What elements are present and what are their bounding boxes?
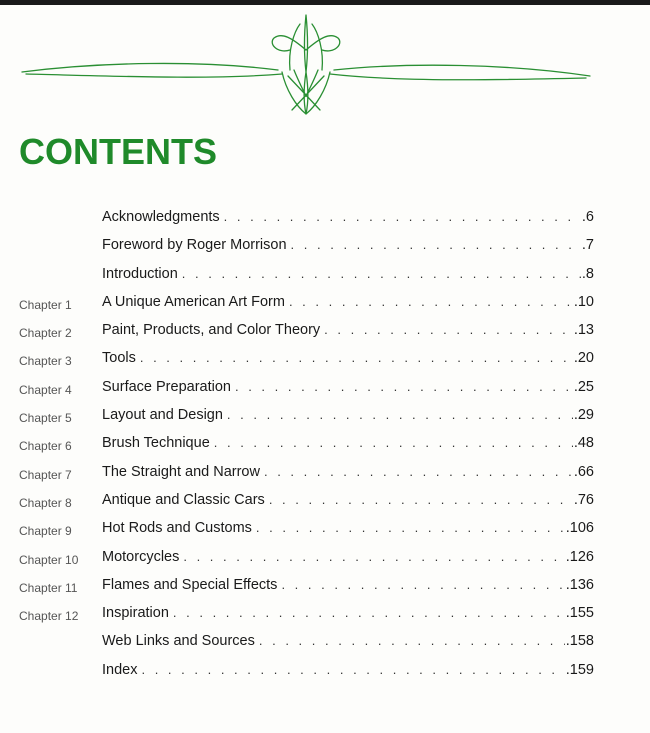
page-number: .136: [565, 576, 594, 593]
entry-title: Tools: [102, 350, 136, 367]
chapter-label: Chapter 3: [19, 354, 72, 369]
page-number: .48: [573, 435, 594, 452]
entry-title: Foreword by Roger Morrison: [102, 237, 287, 254]
toc-row[interactable]: [0, 547, 650, 575]
entry-title: Web Links and Sources: [102, 633, 255, 650]
toc-entry: [102, 520, 594, 536]
toc-row[interactable]: [0, 264, 650, 292]
toc-entry: [102, 209, 594, 225]
toc-entry: [102, 407, 594, 423]
page-number: .8: [581, 265, 594, 282]
dot-leader: [227, 407, 573, 422]
toc-entry: [102, 435, 594, 451]
page-number: .155: [565, 605, 594, 622]
toc-row[interactable]: [0, 660, 650, 688]
dot-leader: [281, 577, 564, 592]
toc-row[interactable]: [0, 348, 650, 376]
toc-entry: [102, 662, 594, 678]
pinstripe-ornament-icon: [20, 10, 592, 120]
dot-leader: [235, 379, 573, 394]
entry-title: Motorcycles: [102, 548, 180, 565]
toc-entry: [102, 294, 594, 310]
toc-row[interactable]: [0, 490, 650, 518]
toc-row[interactable]: [0, 631, 650, 659]
dot-leader: [140, 350, 573, 365]
chapter-label: Chapter 2: [19, 326, 72, 341]
dot-leader: [173, 605, 565, 620]
toc-row[interactable]: [0, 575, 650, 603]
entry-title: The Straight and Narrow: [102, 463, 260, 480]
dot-leader: [182, 266, 581, 281]
entry-title: Index: [102, 661, 138, 678]
dot-leader: [291, 237, 581, 252]
entry-title: A Unique American Art Form: [102, 293, 285, 310]
toc-entry: [102, 266, 594, 282]
toc-row[interactable]: [0, 518, 650, 546]
entry-title: Layout and Design: [102, 407, 223, 424]
page-number: .29: [573, 407, 594, 424]
toc-row[interactable]: [0, 462, 650, 490]
dot-leader: [259, 633, 565, 648]
page-number: .158: [565, 633, 594, 650]
chapter-label: Chapter 12: [19, 609, 79, 624]
page-number: .126: [565, 548, 594, 565]
entry-title: Flames and Special Effects: [102, 576, 278, 593]
entry-title: Paint, Products, and Color Theory: [102, 322, 321, 339]
toc-row[interactable]: [0, 292, 650, 320]
dot-leader: [264, 464, 573, 479]
page-number: .20: [573, 350, 594, 367]
table-of-contents: [0, 207, 650, 688]
chapter-label: Chapter 6: [19, 439, 72, 454]
chapter-label: Chapter 9: [19, 524, 72, 539]
chapter-label: Chapter 8: [19, 495, 72, 510]
toc-row[interactable]: [0, 207, 650, 235]
toc-entry: [102, 633, 594, 649]
dot-leader: [256, 520, 565, 535]
toc-entry: [102, 322, 594, 338]
page-number: .13: [573, 322, 594, 339]
page-number: .7: [581, 237, 594, 254]
entry-title: Antique and Classic Cars: [102, 491, 265, 508]
dot-leader: [224, 209, 581, 224]
chapter-label: Chapter 7: [19, 467, 72, 482]
toc-row[interactable]: [0, 405, 650, 433]
toc-entry: [102, 549, 594, 565]
dot-leader: [269, 492, 573, 507]
page-number: .10: [573, 293, 594, 310]
toc-entry: [102, 464, 594, 480]
dot-leader: [214, 435, 573, 450]
top-border: [0, 0, 650, 5]
dot-leader: [289, 294, 573, 309]
toc-row[interactable]: [0, 433, 650, 461]
toc-entry: [102, 577, 594, 593]
entry-title: Inspiration: [102, 605, 169, 622]
page-number: .6: [581, 209, 594, 225]
chapter-label: Chapter 10: [19, 552, 79, 567]
toc-entry: [102, 605, 594, 621]
entry-title: Surface Preparation: [102, 378, 231, 395]
toc-entry: [102, 350, 594, 366]
page-number: .159: [565, 661, 594, 678]
toc-row[interactable]: [0, 603, 650, 631]
entry-title: Hot Rods and Customs: [102, 520, 252, 537]
entry-title: Brush Technique: [102, 435, 210, 452]
dot-leader: [183, 549, 564, 564]
dot-leader: [141, 662, 564, 677]
page-number: .25: [573, 378, 594, 395]
page-title: CONTENTS: [19, 131, 217, 172]
chapter-label: Chapter 5: [19, 411, 72, 426]
toc-row[interactable]: [0, 320, 650, 348]
page-number: .66: [573, 463, 594, 480]
chapter-label: Chapter 4: [19, 382, 72, 397]
toc-entry: [102, 492, 594, 508]
chapter-label: Chapter 11: [19, 580, 78, 595]
entry-title: Acknowledgments: [102, 209, 220, 225]
chapter-label: Chapter 1: [19, 297, 72, 312]
page-number: .76: [573, 491, 594, 508]
toc-row[interactable]: [0, 235, 650, 263]
toc-entry: [102, 379, 594, 395]
toc-row[interactable]: [0, 377, 650, 405]
page-number: .106: [565, 520, 594, 537]
toc-entry: [102, 237, 594, 253]
dot-leader: [324, 322, 573, 337]
entry-title: Introduction: [102, 265, 178, 282]
